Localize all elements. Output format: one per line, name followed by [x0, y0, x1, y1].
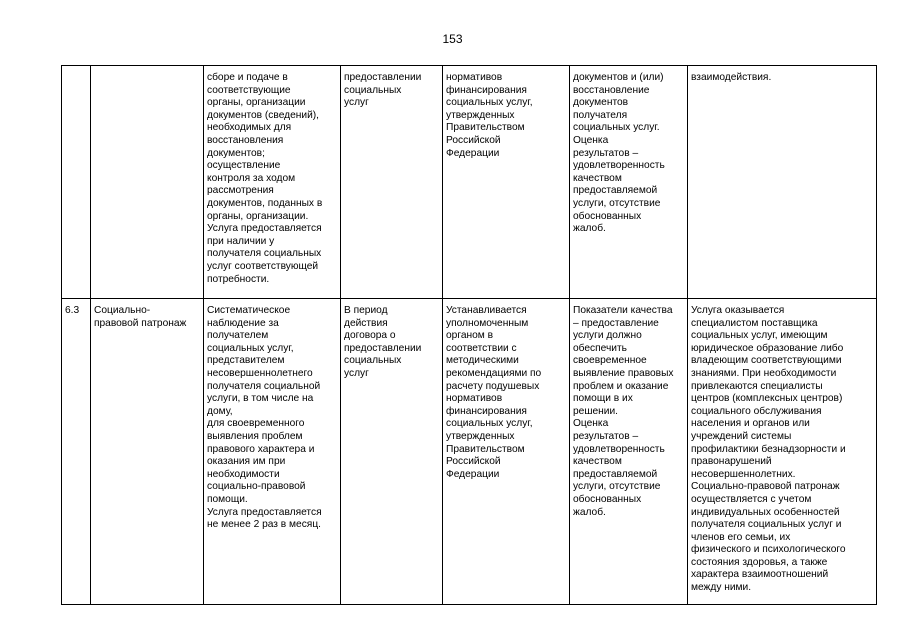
page-number: 153	[442, 32, 463, 46]
service-quality-cell: Показатели качества – предоставление услуги должно обеспечить своевременное выявление правовых проблем и оказание помощи в их решении. Оценка результатов – удовлетворенность качеством предоставляемой услуги, отсутствие обоснованных жалоб.	[570, 299, 688, 605]
service-conditions-cell: взаимодействия.	[688, 66, 877, 299]
service-quality-cell: документов и (или) восстановление документов получателя социальных услуг. Оценка результатов – удовлетворенность качеством предоставляемой услуги, отсутствие обоснованных жалоб.	[570, 66, 688, 299]
row-number-cell: 6.3	[62, 299, 91, 605]
service-term-cell: В период действия договора о предоставлении социальных услуг	[341, 299, 443, 605]
table-row	[62, 66, 877, 299]
service-conditions-cell: Услуга оказывается специалистом поставщика социальных услуг, имеющим юридическое образование либо владеющим соответствующими знаниями. При необходимости привлекаются специалисты центров (комплексных центров) социального обслуживания населения и органов или учреждений системы профилактики безнадзорности и правонарушений несовершеннолетних. Социально-правовой патронаж осуществляется с учетом индивидуальных особенностей получателя социальных услуг и членов его семьи, их физического и психологического состояния здоровья, а также характера взаимоотношений между ними.	[688, 299, 877, 605]
service-term-cell: предоставлении социальных услуг	[341, 66, 443, 299]
service-name-cell: Социально- правовой патронаж	[91, 299, 204, 605]
services-table	[61, 65, 877, 605]
service-content-cell: Систематическое наблюдение за получателем социальных услуг, представителем несовершеннолетнего получателя социальной услуги, в том числе на дому, для своевременного выявления проблем правового характера и оказания им при необходимости социально-правовой помощи. Услуга предоставляется не менее 2 раз в месяц.	[204, 299, 341, 605]
table-row	[62, 299, 877, 605]
service-norm-cell: нормативов финансирования социальных услуг, утвержденных Правительством Российской Федерации	[443, 66, 570, 299]
service-name-cell	[91, 66, 204, 299]
row-number-cell	[62, 66, 91, 299]
service-norm-cell: Устанавливается уполномоченным органом в соответствии с методическими рекомендациями по расчету подушевых нормативов финансирования социальных услуг, утвержденных Правительством Российской Федерации	[443, 299, 570, 605]
service-content-cell: сборе и подаче в соответствующие органы, организации документов (сведений), необходимых для восстановления документов; осуществление контроля за ходом рассмотрения документов, поданных в органы, организации. Услуга предоставляется при наличии у получателя социальных услуг соответствующей потребности.	[204, 66, 341, 299]
